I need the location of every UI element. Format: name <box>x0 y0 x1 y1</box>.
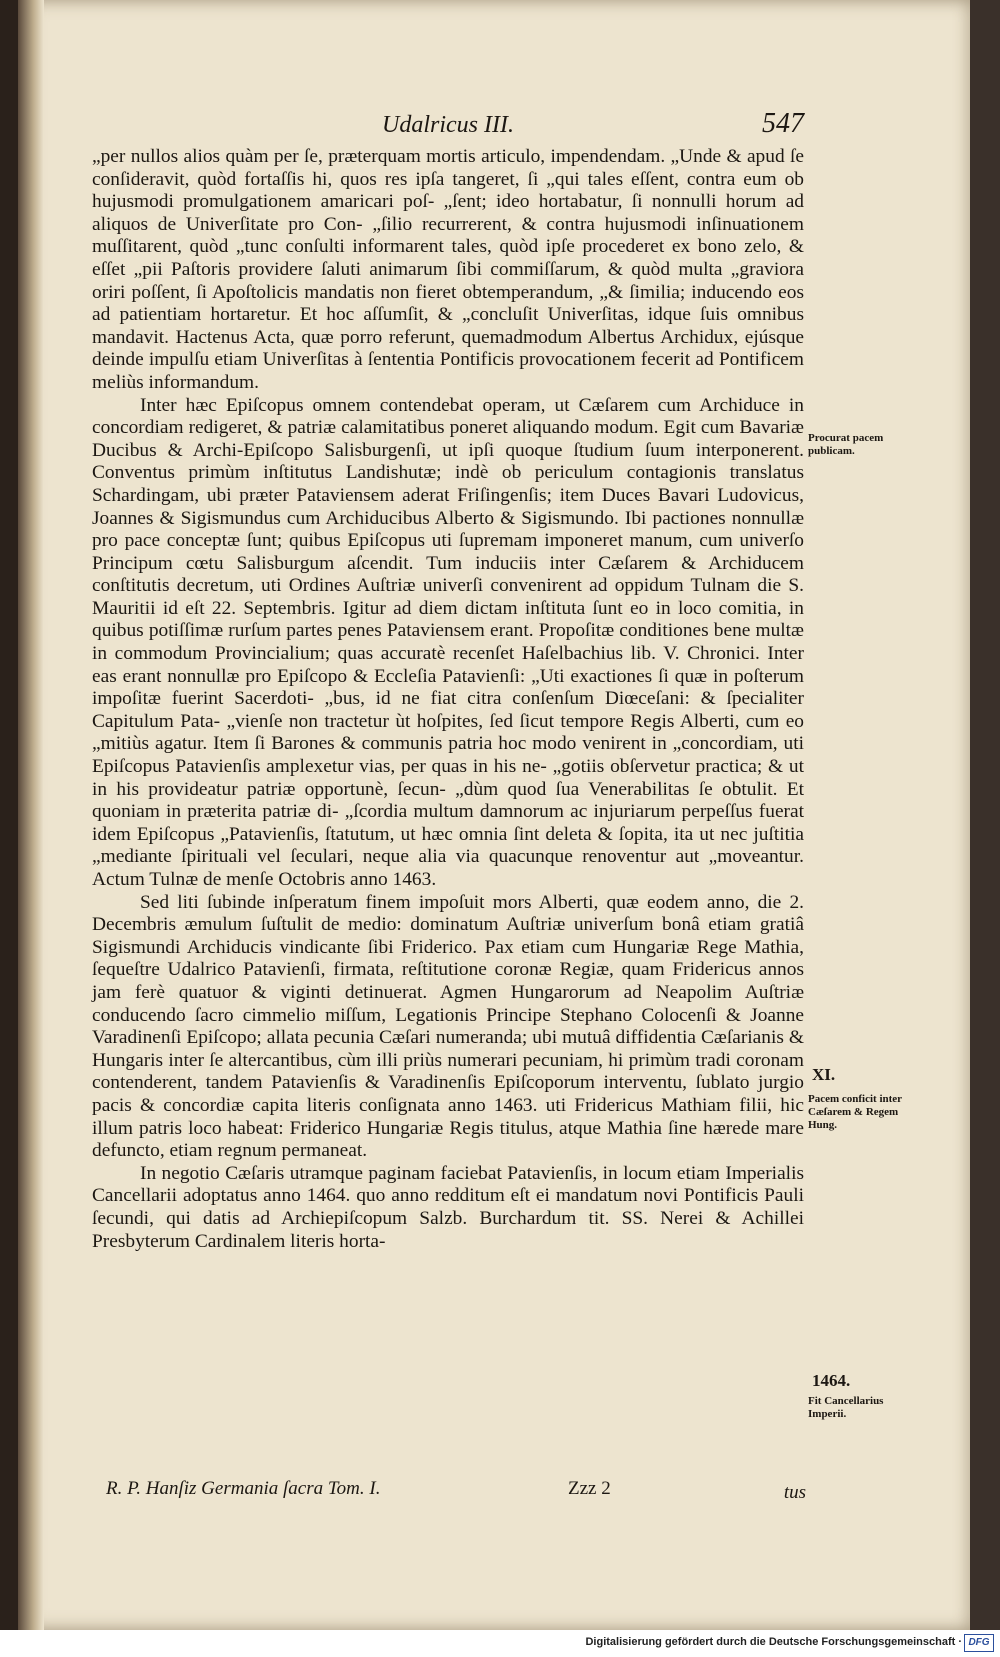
book-page <box>18 0 970 1630</box>
body-text <box>92 146 804 1253</box>
paragraph-1: „per nullos alios quàm per ſe, præterquam mortis articulo, impendendam. „Unde & apud ſe conſideravit, quòd fortaſſis hi, quos res ipſa tangeret, ſi „qui tales eſſent, contra eum ob hujusmodi promulgationem amaricari poſ- „ſent; ideo hortabatur, ſi nonnulli horum ad aliquos de Univerſitate pro Con- „ſilio recurrerent, & contra hujusmodi inſinuationem muſſitarent, quòd „tunc conſulti informarent tales, quòd ipſe procederet ex bono zelo, & eſſet „pii Paſtoris providere ſaluti animarum ſibi commiſſarum, & quòd multa „graviora oriri poſſent, ſi Apoſtolicis mandatis non fieret obtemperandum, „& ſimilia; inducendo eos ad patientiam hortaretur. Et hoc aſſumſit, & „concluſit Univerſitas, idque ſuis omnibus mandavit. Hactenus Acta, quæ porro referunt, quemadmodum Albertus Archidux, ejúsque deinde impulſu etiam Univerſitas à ſententia Pontificis provocationem fecerit ad Pontificem meliùs informandum. <box>92 146 804 393</box>
margin-note-section-xi: XI. <box>812 1065 836 1084</box>
running-header <box>92 108 804 142</box>
dfg-logo: DFG <box>964 1634 994 1652</box>
margin-note-year: 1464. <box>812 1371 851 1390</box>
page-gutter-shadow <box>18 0 44 1630</box>
running-title: Udalricus III. <box>382 112 514 138</box>
paragraph-2: Inter hæc Epiſcopus omnem contendebat operam, ut Cæſarem cum Archiduce in concordiam redigeret, & patriæ calamitatibus poneret aliquando modum. Egit cum Bavariæ Ducibus & Archi-Epiſcopo Salisburgenſi, ut ipſi quoque ſtudium ſuum interponerent. Conventus primùm inſtitutus Landishutæ; indè ob periculum contagionis translatus Schardingam, ubi præter Pataviensem aderat Friſingenſis; item Duces Bavari Ludovicus, Joannes & Sigismundus cum Archiducibus Alberto & Sigismundo. Ibi pactiones nonnullæ pro pace conceptæ ſunt; quibus Epiſcopus uti ſupremam imponeret manum, cum univerſo Principum cœtu Salisburgum aſcendit. Tum induciis inter Cæſarem & Archiducem conſtitutis decretum, uti Ordines Auſtriæ univerſi convenirent ad oppidum Tulnam die S. Mauritii id eſt 22. Septembris. Igitur ad diem dictam inſtituta ſunt eo in loco comitia, in quibus potiſſimæ rurſum partes penes Pataviensem erant. Propoſitæ conditiones bene multæ in commodum Provincialium; quas accuratè recenſet Haſelbachius lib. V. Chronici. Inter eas erant nonnullæ pro Epiſcopo & Eccleſia Patavienſi: „Uti exactiones ſi quæ in poſterum impoſitæ fuerint Sacerdoti- „bus, id ne fiat citra conſenſum Diœceſani: & ſpecialiter Capitulum Pata- „vienſe non tractetur ùt hoſpites, ſed ſicut tempore Regis Alberti, cum eo „mitiùs agatur. Item ſi Barones & communis patria hoc modo venirent in „concordiam, uti Epiſcopus Patavienſis amplexetur vias, per quas in his ne- „gotiis obſervetur practica; & ut in his provideatur patriæ opportunè, ſecun- „dùm quod ſua Venerabilitas ſe obtulit. Et quoniam in præterita patriæ di- „ſcordia multum damnorum ac injuriarum perpeſſus fuerat idem Epiſcopus „Patavienſis, ſtatutum, ut hæc omnia ſint deleta & ſopita, ita ut nec juſtitia „mediante ſpirituali vel ſeculari, neque alia via quacunque renoventur aut „moveantur. Actum Tulnæ de menſe Octobris anno 1463. <box>92 394 804 890</box>
page-number: 547 <box>762 108 804 139</box>
paragraph-3: Sed liti ſubinde inſperatum finem impoſuit mors Alberti, quæ eodem anno, die 2. Decembris æmulum ſuſtulit de medio: dominatum Auſtriæ univerſum bonâ etiam gratiâ Sigismundi Archiducis vindicante ſibi Friderico. Pax etiam cum Hungariæ Rege Mathia, ſequeſtre Udalrico Patavienſi, firmata, reſtitutione coronæ Regiæ, quam Fridericus annos jam ferè quatuor & viginti detinuerat. Agmen Hungarorum ad Neapolim Auſtriæ conducendo ſacro cimmelio miſſum, Legationis Principe Stephano Colocenſi & Joanne Varadinenſi Epiſcopo; allata pecunia Cæſari numeranda; ubi mutuâ diffidentia Cæſarianis & Hungaris inter ſe altercantibus, cùm illi priùs numerari pecuniam, hi primùm tradi coronam contenderent, tandem Patavienſis & Varadinenſis Epiſcoporum interventu, ſublato jurgio pacis & concordiæ capita literis conſignata anno 1463. uti Fridericus Mathiam filii, hic illum patris loco habeat: Friderico Hungariæ Regis titulus, atque Mathia ſine hærede mare defuncto, etiam regnum permaneat. <box>92 891 804 1162</box>
page-footer <box>106 1478 806 1508</box>
footer-gathering-mark: Zzz 2 <box>568 1478 611 1499</box>
footer-catchword: tus <box>783 1482 806 1503</box>
paragraph-4: In negotio Cæſaris utramque paginam faciebat Patavienſis, in locum etiam Imperialis Cancellarii adoptatus anno 1464. quo anno redditum eſt ei mandatum novi Pontificis Pauli ſecundi, qui datis ad Archiepiſcopum Salzb. Burchardum tit. SS. Nerei & Achillei Presbyterum Cardinalem literis horta- <box>92 1162 804 1252</box>
margin-note-procurat: Procurat pacem publicam. <box>808 432 884 457</box>
book-spine <box>0 0 18 1657</box>
footer-signature: R. P. Hanſiz Germania ſacra Tom. I. <box>106 1478 381 1499</box>
margin-note-pacem: Pacem conficit inter Cæſarem & Regem Hung. <box>808 1093 902 1131</box>
credit-text: Digitalisierung gefördert durch die Deutsche Forschungsgemeinschaft · <box>585 1636 962 1648</box>
credit-bar <box>0 1630 1000 1657</box>
margin-note-cancellarius: Fit Cancellarius Imperii. <box>808 1395 884 1420</box>
